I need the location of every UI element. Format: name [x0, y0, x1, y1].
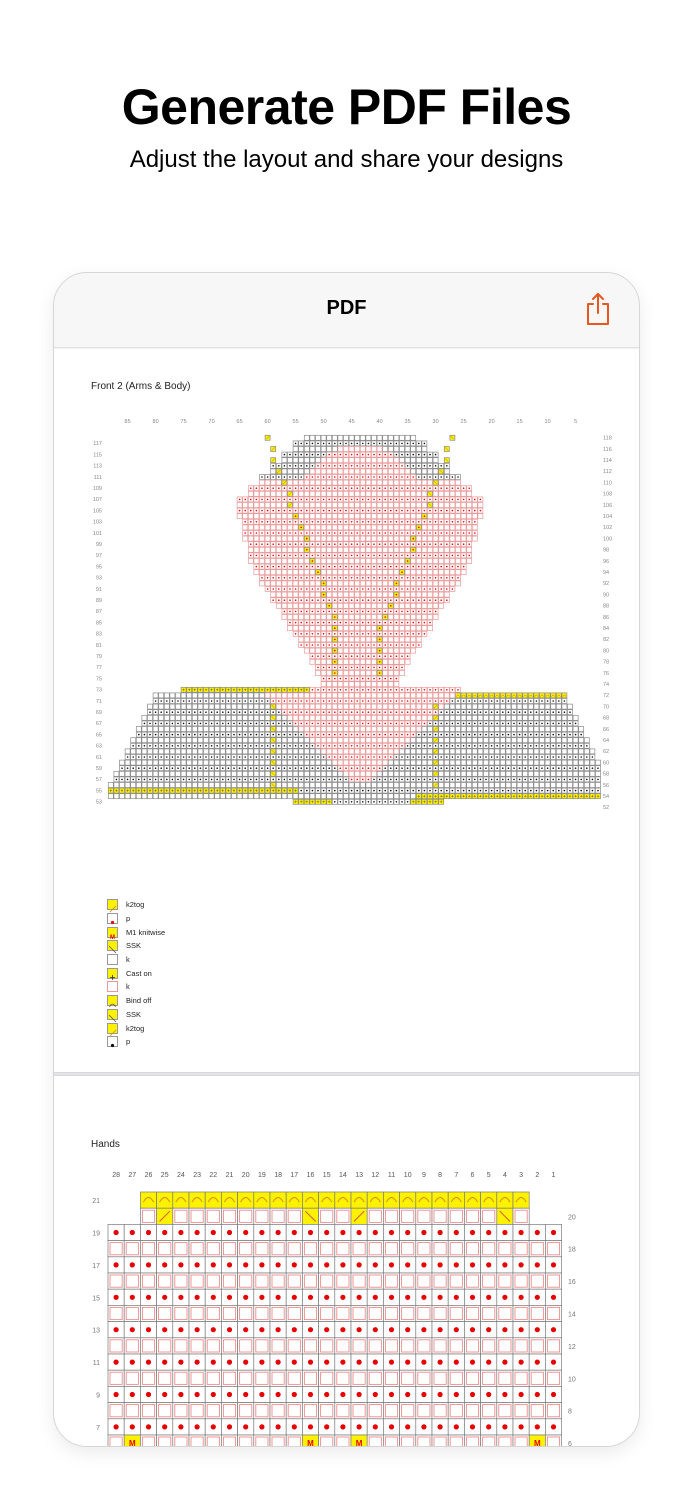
svg-text:87: 87: [95, 609, 102, 616]
svg-text:52: 52: [603, 805, 610, 812]
svg-text:6: 6: [470, 1172, 475, 1179]
navigation-bar: [54, 273, 639, 348]
svg-text:111: 111: [93, 474, 102, 481]
svg-text:101: 101: [92, 530, 102, 537]
svg-text:7: 7: [96, 1424, 100, 1432]
svg-text:18: 18: [274, 1172, 282, 1179]
svg-text:26: 26: [144, 1172, 153, 1179]
svg-text:61: 61: [95, 754, 102, 761]
knit-pink-icon: [107, 981, 118, 992]
svg-text:80: 80: [152, 419, 159, 425]
svg-text:58: 58: [603, 771, 610, 778]
svg-text:90: 90: [603, 592, 610, 599]
svg-text:5: 5: [574, 419, 578, 425]
svg-text:107: 107: [92, 497, 102, 504]
svg-text:27: 27: [128, 1172, 137, 1179]
legend-label: Cast on: [126, 968, 152, 978]
svg-text:86: 86: [603, 614, 610, 621]
svg-text:50: 50: [320, 419, 327, 425]
svg-text:89: 89: [95, 598, 102, 604]
svg-text:12: 12: [371, 1172, 380, 1179]
svg-text:9: 9: [96, 1392, 100, 1400]
svg-text:99: 99: [95, 542, 102, 548]
svg-text:92: 92: [603, 581, 610, 588]
svg-text:74: 74: [603, 682, 610, 688]
hero-subtitle: Adjust the layout and share your designs: [129, 146, 564, 173]
svg-text:5: 5: [486, 1172, 491, 1179]
legend-item: [107, 994, 165, 1008]
svg-text:66: 66: [603, 726, 610, 733]
svg-text:93: 93: [95, 575, 102, 582]
svg-text:62: 62: [603, 749, 610, 756]
ssk-yellow-dark-icon: [107, 1009, 118, 1020]
svg-text:60: 60: [603, 760, 610, 767]
svg-text:14: 14: [339, 1172, 347, 1179]
legend-item: [107, 953, 165, 967]
svg-text:16: 16: [306, 1172, 315, 1179]
svg-text:21: 21: [225, 1172, 234, 1179]
legend-label: p: [126, 914, 131, 924]
svg-text:21: 21: [92, 1198, 100, 1206]
legend-item: [107, 966, 165, 980]
svg-text:57: 57: [95, 777, 102, 784]
svg-text:85: 85: [124, 419, 131, 425]
legend-item: [107, 912, 165, 926]
svg-text:91: 91: [95, 586, 102, 593]
svg-text:25: 25: [460, 419, 467, 425]
svg-text:15: 15: [516, 419, 523, 425]
legend-label: M1 knitwise: [126, 927, 166, 937]
purl-red-dot-icon: [107, 913, 118, 924]
svg-text:12: 12: [568, 1343, 576, 1351]
share-button[interactable]: [583, 291, 613, 327]
svg-text:108: 108: [603, 491, 613, 498]
svg-text:67: 67: [95, 721, 102, 728]
svg-text:8: 8: [438, 1172, 443, 1179]
svg-text:75: 75: [95, 676, 102, 683]
svg-text:104: 104: [603, 514, 613, 520]
svg-text:70: 70: [603, 704, 610, 711]
svg-text:M: M: [110, 934, 115, 941]
ssk-yellow-icon: [107, 940, 118, 951]
svg-text:10: 10: [544, 419, 551, 425]
svg-text:78: 78: [603, 659, 610, 666]
section-title-hands: Hands: [91, 1139, 120, 1150]
svg-text:53: 53: [95, 799, 102, 806]
svg-text:102: 102: [603, 525, 613, 532]
svg-text:103: 103: [92, 519, 102, 526]
svg-text:118: 118: [603, 435, 612, 442]
svg-text:70: 70: [208, 419, 215, 425]
svg-text:18: 18: [568, 1246, 576, 1254]
svg-text:20: 20: [488, 419, 495, 425]
section-title-front-2: Front 2 (Arms & Body): [91, 381, 191, 392]
svg-text:10: 10: [403, 1172, 412, 1179]
pdf-page-front-2[interactable]: [54, 349, 639, 1072]
svg-text:14: 14: [568, 1311, 576, 1319]
svg-text:117: 117: [93, 441, 102, 448]
svg-text:22: 22: [209, 1172, 218, 1179]
svg-text:71: 71: [95, 698, 102, 705]
k2tog-yellow-icon: [107, 899, 118, 910]
svg-text:109: 109: [92, 486, 102, 492]
hands-knitting-chart: [54, 1076, 640, 1447]
svg-text:1: 1: [551, 1172, 556, 1179]
svg-text:69: 69: [95, 710, 102, 716]
svg-text:94: 94: [603, 570, 610, 576]
svg-text:15: 15: [92, 1295, 100, 1303]
svg-text:73: 73: [95, 687, 102, 694]
svg-text:56: 56: [603, 782, 610, 789]
purl-black-dot-icon: [107, 1036, 118, 1047]
svg-text:23: 23: [193, 1172, 201, 1179]
svg-text:13: 13: [92, 1327, 100, 1335]
legend-label: Bind off: [126, 996, 152, 1006]
hero-title: Generate PDF Files: [121, 79, 572, 135]
svg-text:96: 96: [603, 558, 610, 565]
svg-text:68: 68: [603, 715, 610, 722]
svg-text:54: 54: [603, 794, 610, 800]
legend-item: [107, 1035, 165, 1049]
svg-text:88: 88: [603, 603, 610, 610]
svg-text:35: 35: [404, 419, 411, 425]
svg-text:15: 15: [322, 1172, 331, 1179]
svg-text:75: 75: [180, 419, 187, 425]
svg-text:9: 9: [421, 1172, 426, 1179]
svg-text:2: 2: [535, 1172, 540, 1179]
svg-text:113: 113: [93, 463, 102, 470]
svg-text:77: 77: [95, 665, 102, 672]
svg-text:84: 84: [603, 626, 610, 632]
svg-text:110: 110: [603, 480, 612, 487]
svg-text:60: 60: [264, 419, 271, 425]
svg-text:25: 25: [160, 1172, 169, 1179]
svg-text:72: 72: [603, 693, 610, 700]
cast-on-yellow-icon: [107, 968, 118, 979]
svg-text:19: 19: [92, 1230, 100, 1238]
svg-text:4: 4: [502, 1172, 507, 1179]
svg-text:81: 81: [95, 642, 102, 649]
svg-text:19: 19: [258, 1172, 266, 1179]
svg-text:20: 20: [568, 1214, 576, 1222]
svg-text:24: 24: [177, 1172, 185, 1179]
svg-text:65: 65: [236, 419, 243, 425]
pdf-page-hands[interactable]: [54, 1076, 639, 1447]
legend-item: [107, 939, 165, 953]
svg-text:116: 116: [603, 446, 612, 453]
legend-label: SSK: [126, 1009, 142, 1019]
svg-text:64: 64: [603, 738, 610, 744]
k2tog-yellow-dark-icon: [107, 1023, 118, 1034]
legend-item: [107, 898, 165, 912]
svg-text:79: 79: [95, 654, 102, 660]
svg-text:28: 28: [112, 1172, 120, 1179]
svg-text:55: 55: [292, 419, 299, 425]
legend-label: k: [126, 955, 130, 965]
svg-text:76: 76: [603, 670, 610, 677]
legend-label: k: [126, 982, 130, 992]
svg-text:105: 105: [92, 508, 102, 515]
svg-text:40: 40: [376, 419, 383, 425]
svg-text:97: 97: [95, 553, 102, 560]
svg-text:100: 100: [603, 536, 613, 543]
legend-label: p: [126, 1037, 131, 1047]
svg-text:80: 80: [603, 648, 610, 655]
svg-text:85: 85: [95, 620, 102, 627]
svg-text:95: 95: [95, 564, 102, 571]
legend-label: SSK: [126, 941, 142, 951]
svg-text:115: 115: [93, 452, 102, 459]
body-knitting-chart: [54, 349, 640, 819]
legend-label: k2tog: [126, 1023, 145, 1033]
svg-text:17: 17: [92, 1262, 100, 1270]
svg-text:11: 11: [387, 1172, 396, 1179]
svg-text:65: 65: [95, 732, 102, 739]
svg-text:63: 63: [95, 743, 102, 750]
legend-item: [107, 1021, 165, 1035]
chart-legend: [107, 898, 165, 1049]
share-icon: [583, 291, 613, 327]
device-frame: [53, 272, 640, 1447]
svg-text:83: 83: [95, 631, 102, 638]
legend-item: [107, 925, 165, 939]
svg-text:16: 16: [568, 1279, 576, 1287]
svg-text:114: 114: [603, 458, 612, 464]
legend-item: [107, 1008, 165, 1022]
svg-text:55: 55: [95, 788, 102, 795]
svg-text:106: 106: [603, 502, 613, 509]
svg-text:59: 59: [95, 766, 102, 772]
svg-text:3: 3: [519, 1172, 524, 1179]
legend-label: k2tog: [126, 900, 145, 910]
svg-text:30: 30: [432, 419, 439, 425]
legend-item: [107, 980, 165, 994]
nav-title: PDF: [326, 297, 367, 319]
bind-off-yellow-icon: [107, 995, 118, 1006]
svg-text:13: 13: [355, 1172, 363, 1179]
svg-text:17: 17: [290, 1172, 299, 1179]
knit-grey-icon: [107, 954, 118, 965]
svg-text:7: 7: [454, 1172, 459, 1179]
svg-text:112: 112: [603, 469, 612, 476]
m1-yellow-icon: [107, 927, 118, 941]
svg-text:20: 20: [241, 1172, 250, 1179]
svg-text:98: 98: [603, 547, 610, 554]
svg-text:11: 11: [92, 1360, 100, 1368]
svg-text:82: 82: [603, 637, 610, 644]
svg-text:45: 45: [348, 419, 355, 425]
